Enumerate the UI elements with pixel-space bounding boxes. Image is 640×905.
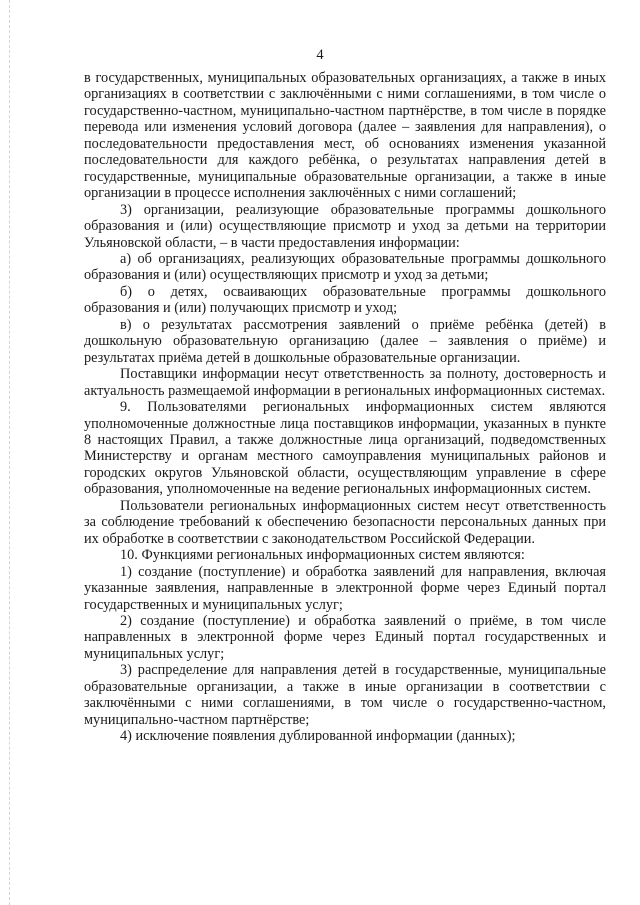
paragraph: 2) создание (поступление) и обработка заявлений о приёме, в том числе направленных в электронной форме через Единый портал государственных и муниципальных услуг; — [84, 612, 606, 662]
paragraph: б) о детях, осваивающих образовательные программы дошкольного образования и (или) получающих присмотр и уход; — [84, 283, 606, 317]
paragraph: 4) исключение появления дублированной информации (данных); — [120, 728, 516, 745]
paragraph: 1) создание (поступление) и обработка заявлений для направления, включая указанные заявления, направленные в электронной форме через Единый портал государственных и муниципальных услуг; — [84, 563, 606, 613]
paragraph: в государственных, муниципальных образовательных организациях, а также в иных организациях в соответствии с заключёнными с ними соглашениями, в том числе о государственно-частном, муниципально-частном партнёрстве, в том числе в порядке перевода или изменения условий договора (далее – заявления для направления), о последовательности предоставления мест, об основаниях изменения указанной последовательности для каждого ребёнка, о результатах направления детей в государственные, муниципальные образовательные организации, а также в иные организации в процессе исполнения заключённых с ними соглашений; — [84, 70, 606, 202]
paragraph: 3) организации, реализующие образовательные программы дошкольного образования и (или) осуществляющие присмотр и уход за детьми на территории Ульяновской области, – в части предоставления информации: — [84, 201, 606, 251]
scan-edge — [9, 0, 11, 905]
document-body — [84, 70, 606, 745]
paragraph: а) об организациях, реализующих образовательные программы дошкольного образования и (или) осуществляющих присмотр и уход за детьми; — [84, 250, 606, 284]
paragraph: 3) распределение для направления детей в государственные, муниципальные образовательные организации, а также в иные организации в соответствии с заключёнными с ними соглашениями, в том числе о государственно-частном, муниципально-частном партнёрстве; — [84, 662, 606, 728]
paragraph: Пользователи региональных информационных систем несут ответственность за соблюдение требований к обеспечению безопасности персональных данных при их обработке в соответствии с законодательством Российской Федерации. — [84, 497, 606, 547]
page-number: 4 — [316, 47, 324, 63]
paragraph: Поставщики информации несут ответственность за полноту, достоверность и актуальность размещаемой информации в региональных информационных системах. — [84, 366, 606, 399]
paragraph: в) о результатах рассмотрения заявлений о приёме ребёнка (детей) в дошкольную образовательную организацию (далее – заявления о приёме) и результатах приёма детей в дошкольные образовательные организации. — [84, 316, 606, 366]
paragraph: 10. Функциями региональных информационных систем являются: — [120, 547, 525, 564]
paragraph: 9. Пользователями региональных информационных систем являются уполномоченные должностные лица поставщиков информации, указанных в пункте 8 настоящих Правил, а также должностные лица организаций, подведомственных Министерству и органам местного самоуправления муниципальных районов и городских округов Ульяновской области, осуществляющим управление в сфере образования, уполномоченные на ведение региональных информационных систем. — [84, 399, 606, 498]
